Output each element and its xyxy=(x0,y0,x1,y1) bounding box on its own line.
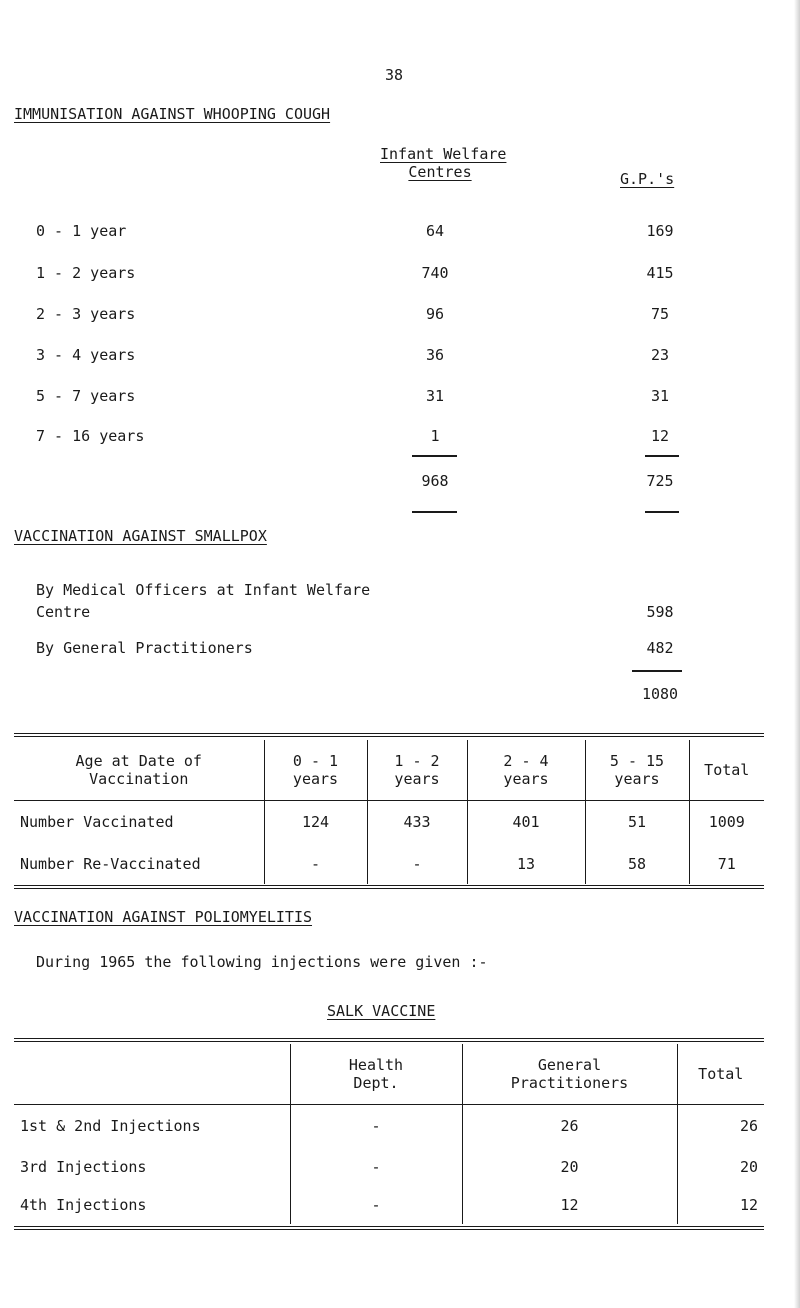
header-col-line2: years xyxy=(394,769,440,788)
header-col-line2: years xyxy=(503,769,549,788)
header-col xyxy=(367,740,467,800)
polio-table-bottom-rule xyxy=(14,1226,764,1227)
age-cell: 2 - 3 years xyxy=(36,305,136,323)
centres-cell: 64 xyxy=(425,222,445,240)
table-row xyxy=(14,1186,764,1224)
table-cell: 51 xyxy=(585,800,689,844)
page-number: 38 xyxy=(385,66,404,84)
smallpox-line2: By General Practitioners xyxy=(36,639,253,657)
table-row xyxy=(0,346,800,368)
table-top-rule-2 xyxy=(14,736,764,737)
table-row xyxy=(14,844,764,884)
table-cell: 433 xyxy=(367,800,467,844)
table-cell: 58 xyxy=(585,844,689,884)
smallpox-total: 1080 xyxy=(641,685,679,703)
table-row xyxy=(0,305,800,327)
table-bottom-rule-2 xyxy=(14,888,764,889)
table-cell: - xyxy=(264,844,367,884)
salk-vaccine-table xyxy=(14,1044,764,1224)
header-health-line2: Dept. xyxy=(353,1073,399,1092)
table-row xyxy=(14,1104,764,1148)
table-cell: - xyxy=(367,844,467,884)
header-health-line1: Health xyxy=(348,1055,404,1074)
table-row xyxy=(14,800,764,844)
row-label: Number Re-Vaccinated xyxy=(20,855,201,873)
polio-table-top-rule xyxy=(14,1038,764,1039)
age-cell: 3 - 4 years xyxy=(36,346,136,364)
subtotal-rule xyxy=(412,455,457,457)
gps-cell: 12 xyxy=(650,427,670,445)
total-centres: 968 xyxy=(421,472,449,490)
col-header-gps: G.P.'s xyxy=(620,170,675,188)
salk-vaccine-subtitle: SALK VACCINE xyxy=(327,1002,436,1020)
table-cell: 20 xyxy=(462,1148,677,1186)
total-rule xyxy=(412,511,457,513)
centres-cell: 31 xyxy=(425,387,445,405)
gps-cell: 23 xyxy=(650,346,670,364)
centres-cell: 36 xyxy=(425,346,445,364)
centres-cell: 96 xyxy=(425,305,445,323)
table-row xyxy=(14,1148,764,1186)
row-label: 1st & 2nd Injections xyxy=(20,1117,201,1136)
table-bottom-rule xyxy=(14,885,764,886)
header-col-line1: 2 - 4 xyxy=(503,751,549,770)
table-row xyxy=(0,387,800,409)
gps-cell: 31 xyxy=(650,387,670,405)
table-row xyxy=(0,222,800,244)
totals-row xyxy=(0,472,800,494)
table-row xyxy=(0,427,800,449)
header-gp-line1: General xyxy=(537,1055,602,1074)
table-cell: 20 xyxy=(677,1148,764,1186)
table-header-row xyxy=(14,740,764,800)
age-cell: 7 - 16 years xyxy=(36,427,145,445)
table-cell: 13 xyxy=(467,844,585,884)
smallpox-line1-value: 598 xyxy=(646,603,674,621)
header-col-total xyxy=(689,740,764,800)
table-cell: 1009 xyxy=(689,800,764,844)
header-col-total-label: Total xyxy=(704,760,750,779)
col-header-centres-line2: Centres xyxy=(408,163,472,181)
gps-cell: 169 xyxy=(646,222,674,240)
total-rule xyxy=(645,511,679,513)
header-col xyxy=(467,740,585,800)
row-label: Number Vaccinated xyxy=(20,813,174,832)
age-cell: 5 - 7 years xyxy=(36,387,136,405)
polio-section-title: VACCINATION AGAINST POLIOMYELITIS xyxy=(14,908,313,926)
header-age-label xyxy=(14,740,264,800)
gps-cell: 75 xyxy=(650,305,670,323)
header-gp-line2: Practitioners xyxy=(510,1073,629,1092)
table-cell: 26 xyxy=(677,1104,764,1148)
centres-cell: 740 xyxy=(421,264,449,282)
header-general-practitioners xyxy=(462,1044,677,1104)
polio-intro: During 1965 the following injections were given :- xyxy=(36,953,488,971)
header-col xyxy=(585,740,689,800)
table-cell: 12 xyxy=(462,1186,677,1224)
header-col-line1: 0 - 1 xyxy=(292,751,339,770)
gps-cell: 415 xyxy=(646,264,674,282)
header-col-line1: 5 - 15 xyxy=(609,751,665,770)
whooping-section-title: IMMUNISATION AGAINST WHOOPING COUGH xyxy=(14,105,331,123)
centres-cell: 1 xyxy=(430,427,440,445)
polio-table-top-rule-2 xyxy=(14,1041,764,1042)
table-cell: 71 xyxy=(689,844,764,884)
header-col xyxy=(264,740,367,800)
table-cell: 124 xyxy=(264,800,367,844)
row-label: 4th Injections xyxy=(20,1196,147,1214)
header-age-line2: Vaccination xyxy=(89,769,189,788)
page-edge-shadow xyxy=(794,0,800,1308)
table-cell: - xyxy=(290,1104,462,1148)
row-label: 3rd Injections xyxy=(20,1158,147,1176)
subtotal-rule xyxy=(645,455,679,457)
polio-table-bottom-rule-2 xyxy=(14,1229,764,1230)
smallpox-line2-value: 482 xyxy=(646,639,674,657)
table-top-rule xyxy=(14,733,764,734)
total-gps: 725 xyxy=(646,472,674,490)
header-col-line2: years xyxy=(614,769,660,788)
age-cell: 0 - 1 year xyxy=(36,222,127,240)
smallpox-subtotal-rule xyxy=(632,670,682,672)
header-blank xyxy=(14,1044,290,1104)
header-age-line1: Age at Date of xyxy=(75,751,202,770)
table-cell: - xyxy=(290,1148,462,1186)
table-cell: 12 xyxy=(677,1186,764,1224)
col-header-centres xyxy=(380,145,507,181)
table-cell: 401 xyxy=(467,800,585,844)
smallpox-line1-a: By Medical Officers at Infant Welfare xyxy=(36,581,371,599)
smallpox-section-title: VACCINATION AGAINST SMALLPOX xyxy=(14,527,267,545)
col-header-centres-line1: Infant Welfare xyxy=(380,145,507,163)
header-col-line2: years xyxy=(292,769,339,788)
header-total: Total xyxy=(677,1044,764,1104)
table-header-row xyxy=(14,1044,764,1104)
table-row xyxy=(0,264,800,286)
age-cell: 1 - 2 years xyxy=(36,264,136,282)
table-cell: 26 xyxy=(462,1104,677,1148)
smallpox-line1-b: Centre xyxy=(36,603,91,621)
header-col-line1: 1 - 2 xyxy=(394,751,440,770)
smallpox-age-table xyxy=(14,740,764,884)
table-cell: - xyxy=(290,1186,462,1224)
header-health-dept xyxy=(290,1044,462,1104)
